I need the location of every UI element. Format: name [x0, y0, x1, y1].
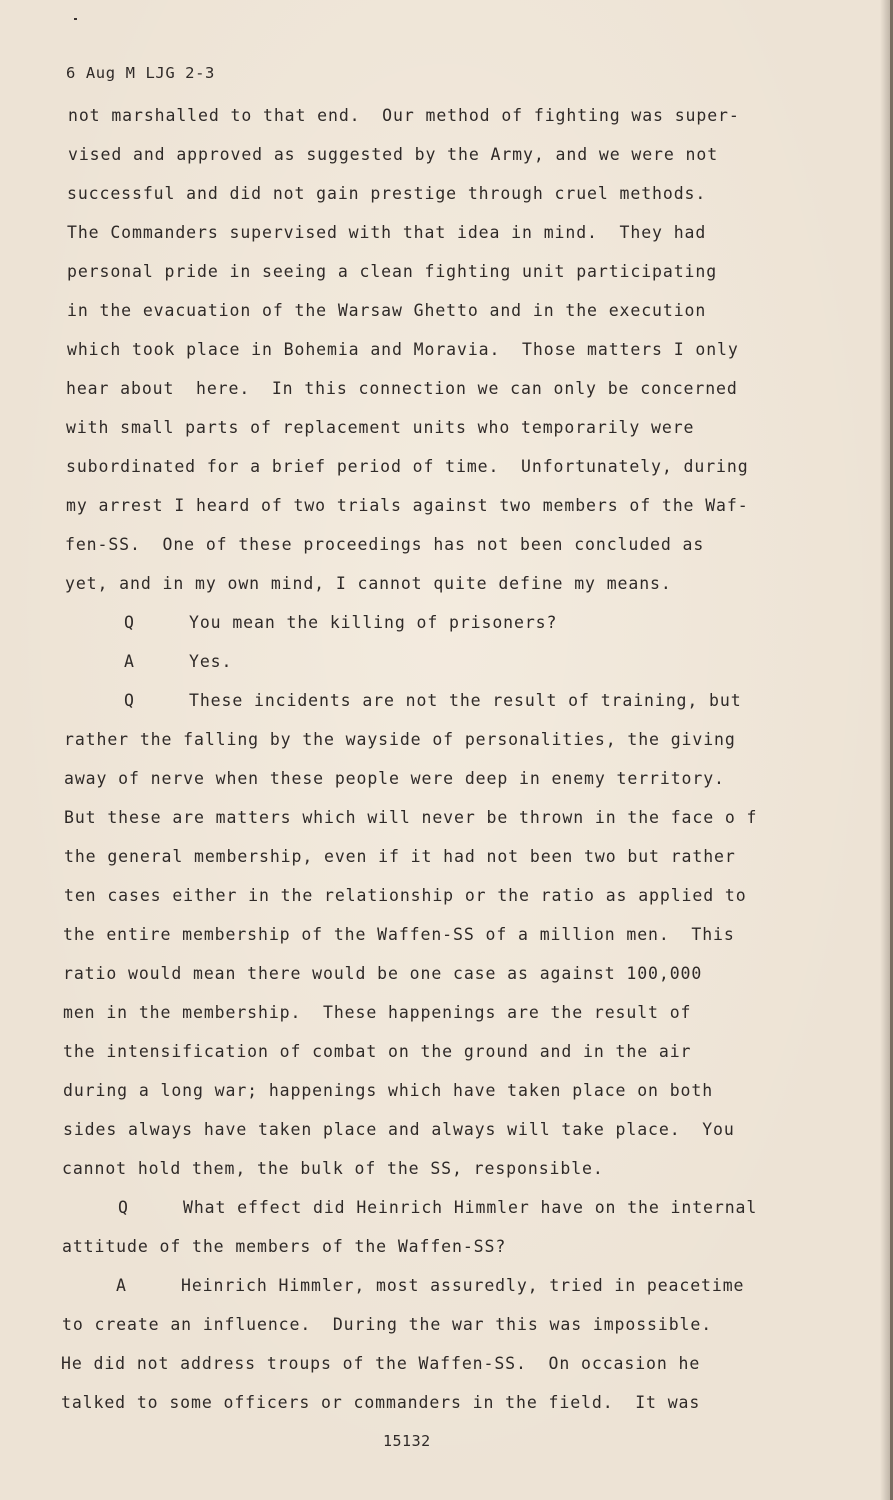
- text-line: vised and approved as suggested by the Army, and we were not: [68, 145, 719, 164]
- text-line: rather the falling by the wayside of personalities, the giving: [64, 730, 736, 749]
- text-line: yet, and in my own mind, I cannot quite define my means.: [65, 574, 672, 593]
- text-line: my arrest I heard of two trials against two members of the Waf-: [66, 496, 749, 515]
- text-line: the entire membership of the Waffen-SS of a million men. This: [63, 925, 735, 944]
- text-line: men in the membership. These happenings are the result of: [63, 1003, 692, 1022]
- answer-line: A Yes.: [124, 652, 233, 671]
- question-line: Q What effect did Heinrich Himmler have on the internal: [118, 1198, 758, 1217]
- text-line: cannot hold them, the bulk of the SS, responsible.: [62, 1159, 604, 1178]
- text-line: to create an influence. During the war this was impossible.: [62, 1315, 713, 1334]
- text-line: with small parts of replacement units who temporarily were: [66, 418, 695, 437]
- page-header: 6 Aug M LJG 2-3: [66, 64, 215, 82]
- text-line: But these are matters which will never be thrown in the face o f: [64, 808, 758, 827]
- text-line: The Commanders supervised with that idea in mind. They had: [67, 223, 707, 242]
- question-line: Q You mean the killing of prisoners?: [124, 613, 558, 632]
- question-line: Q These incidents are not the result of training, but: [124, 691, 742, 710]
- text-line: sides always have taken place and always will take place. You: [63, 1120, 735, 1139]
- answer-line: A Heinrich Himmler, most assuredly, tried in peacetime: [116, 1276, 745, 1295]
- text-line: talked to some officers or commanders in the field. It was: [61, 1393, 701, 1412]
- text-line: subordinated for a brief period of time. Unfortunately, during: [66, 457, 749, 476]
- text-line: hear about here. In this connection we can only be concerned: [66, 379, 738, 398]
- text-line: He did not address troups of the Waffen-SS. On occasion he: [61, 1354, 701, 1373]
- page-number: 15132: [383, 1432, 431, 1450]
- text-line: ratio would mean there would be one case as against 100,000: [63, 964, 703, 983]
- page-edge-shadow: [880, 0, 890, 1500]
- text-line: during a long war; happenings which have taken place on both: [63, 1081, 714, 1100]
- ink-mark: [74, 18, 77, 20]
- text-line: successful and did not gain prestige through cruel methods.: [67, 184, 707, 203]
- text-line: in the evacuation of the Warsaw Ghetto and in the execution: [67, 301, 707, 320]
- text-line: away of nerve when these people were deep in enemy territory.: [64, 769, 725, 788]
- text-line: the general membership, even if it had not been two but rather: [64, 847, 736, 866]
- text-line: attitude of the members of the Waffen-SS?: [62, 1237, 507, 1256]
- text-line: the intensification of combat on the ground and in the air: [63, 1042, 692, 1061]
- text-line: not marshalled to that end. Our method of fighting was super-: [68, 106, 740, 125]
- text-line: fen-SS. One of these proceedings has not been concluded as: [65, 535, 705, 554]
- text-line: ten cases either in the relationship or the ratio as applied to: [64, 886, 747, 905]
- text-line: which took place in Bohemia and Moravia. Those matters I only: [67, 340, 739, 359]
- text-line: personal pride in seeing a clean fighting unit participating: [67, 262, 718, 281]
